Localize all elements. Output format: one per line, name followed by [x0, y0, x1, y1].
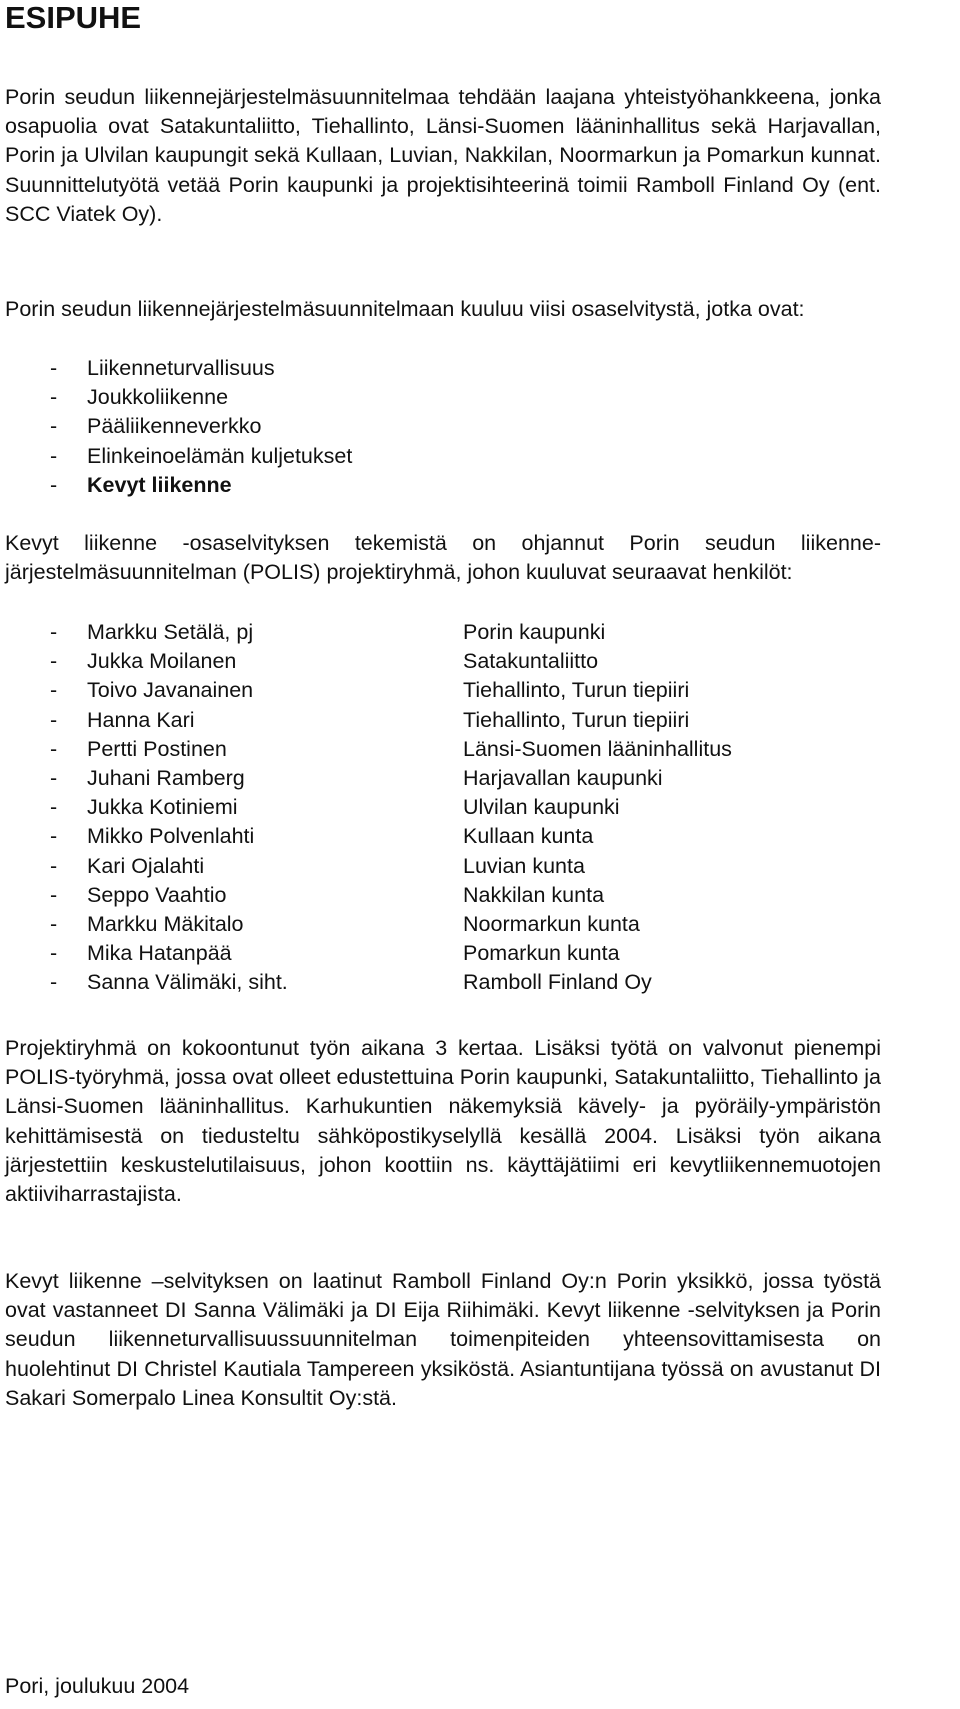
member-name: Jukka Kotiniemi [87, 795, 238, 820]
list-dash: - [50, 443, 58, 468]
list-dash: - [50, 620, 58, 644]
member-organization: Luvian kunta [463, 853, 585, 878]
list-dash: - [50, 414, 58, 439]
list-dash: - [50, 385, 58, 410]
member-organization: Satakuntaliitto [463, 649, 599, 674]
member-row [5, 618, 881, 647]
member-organization: Tiehallinto, Turun tiepiiri [463, 678, 690, 703]
member-name: Mika Hatanpää [87, 941, 232, 966]
member-name: Markku Mäkitalo [87, 911, 244, 936]
list-item [5, 412, 881, 441]
subreport-label: Joukkoliikenne [87, 385, 229, 410]
member-name: Seppo Vaahtio [87, 882, 227, 907]
list-dash: - [50, 765, 58, 790]
member-organization: Porin kaupunki [463, 620, 606, 644]
member-name: Hanna Kari [87, 707, 195, 732]
subreports-intro: Porin seudun liikennejärjestelmäsuunnitelmaan kuuluu viisi osaselvitystä, jotka ovat: [5, 297, 805, 321]
member-name: Jukka Moilanen [87, 649, 237, 674]
list-dash: - [50, 707, 58, 732]
signoff-date: Pori, joulukuu 2004 [5, 1674, 190, 1698]
list-dash: - [50, 970, 58, 995]
list-dash: - [50, 882, 58, 907]
member-organization: Nakkilan kunta [463, 882, 605, 907]
intro-paragraph: Porin seudun liikennejärjestelmäsuunnitelmaa tehdään laajana yhteistyöhankkeena, jonka osapuolia ovat Satakuntaliitto, Tiehallinto, Länsi-Suomen lääninhallitus sekä Harjavallan, Porin ja Ulvilan kaupungit sekä Kullaan, Luvian, Nakkilan, Noormarkun ja Pomarkun kunnat. Suunnittelutyötä vetää Porin kaupunki ja projektisihteerinä toimii Ramboll Finland Oy (ent. SCC Viatek Oy). [5, 85, 881, 226]
list-dash: - [50, 795, 58, 820]
member-name: Sanna Välimäki, siht. [87, 970, 288, 995]
member-row [5, 735, 881, 764]
subreport-label: Elinkeinoelämän kuljetukset [87, 443, 353, 468]
member-name: Juhani Ramberg [87, 765, 245, 790]
list-dash: - [50, 736, 58, 761]
list-dash: - [50, 649, 58, 674]
list-dash: - [50, 911, 58, 936]
member-row [5, 910, 881, 939]
subreport-label: Liikenneturvallisuus [87, 356, 275, 380]
authors-paragraph: Kevyt liikenne –selvityksen on laatinut Ramboll Finland Oy:n Porin yksikkö, jossa työstä ovat vastanneet DI Sanna Välimäki ja DI Eija Riihimäki. Kevyt liikenne -selvityksen ja Porin seudun liikenneturvallisuussuunnitelman toimenpiteiden yhteensovittamisesta on huolehtinut DI Christel Kautiala Tampereen yksiköstä. Asiantuntijana työssä on avustanut DI Sakari Somerpalo Linea Konsultit Oy:stä. [5, 1269, 881, 1410]
list-dash: - [50, 356, 58, 380]
list-item [5, 442, 881, 471]
member-row [5, 793, 881, 822]
subreports-list [5, 354, 881, 500]
member-name: Kari Ojalahti [87, 853, 205, 878]
member-organization: Noormarkun kunta [463, 911, 640, 936]
member-row [5, 676, 881, 705]
meetings-paragraph: Projektiryhmä on kokoontunut työn aikana 3 kertaa. Lisäksi työtä on valvonut pienempi POLIS-työryhmä, jossa ovat olleet edustettuina Porin kaupunki, Satakuntaliitto, Tiehallinto ja Länsi-Suomen lääninhallitus. Karhukuntien näkemyksiä kävely- ja pyöräily-ympäristön kehittämisestä on tiedusteltu sähköpostikyselyllä kesällä 2004. Lisäksi työn aikana järjestettiin keskustelutilaisuus, johon koottiin ns. käyttäjätiimi eri kevytliikennemuotojen aktiiviharrastajista. [5, 1036, 881, 1207]
member-name: Markku Setälä, pj [87, 620, 254, 644]
member-row [5, 764, 881, 793]
member-row [5, 822, 881, 851]
subreport-label-current: Kevyt liikenne [87, 472, 232, 497]
list-item [5, 471, 881, 500]
list-dash: - [50, 472, 58, 497]
member-organization: Kullaan kunta [463, 824, 594, 849]
group-intro: Kevyt liikenne -osaselvityksen tekemistä on ohjannut Porin seudun liikennejärjestelmäsuunnitelman (POLIS) projektiryhmä, johon kuuluvat seuraavat henkilöt: [5, 531, 881, 585]
list-item [5, 354, 881, 383]
member-name: Toivo Javanainen [87, 678, 254, 703]
member-row [5, 881, 881, 910]
member-name: Pertti Postinen [87, 736, 227, 761]
member-organization: Tiehallinto, Turun tiepiiri [463, 707, 690, 732]
member-row [5, 939, 881, 968]
member-row [5, 968, 881, 997]
list-dash: - [50, 853, 58, 878]
list-dash: - [50, 678, 58, 703]
member-organization: Ulvilan kaupunki [463, 795, 620, 820]
page-title: ESIPUHE [5, 0, 142, 35]
member-organization: Pomarkun kunta [463, 941, 620, 966]
subreport-label: Pääliikenneverkko [87, 414, 262, 439]
group-members-list [5, 618, 881, 997]
member-organization: Harjavallan kaupunki [463, 765, 663, 790]
list-dash: - [50, 824, 58, 849]
member-organization: Ramboll Finland Oy [463, 970, 652, 995]
list-dash: - [50, 941, 58, 966]
member-organization: Länsi-Suomen lääninhallitus [463, 736, 732, 761]
member-name: Mikko Polvenlahti [87, 824, 255, 849]
member-row [5, 706, 881, 735]
list-item [5, 383, 881, 412]
member-row [5, 647, 881, 676]
member-row [5, 852, 881, 881]
